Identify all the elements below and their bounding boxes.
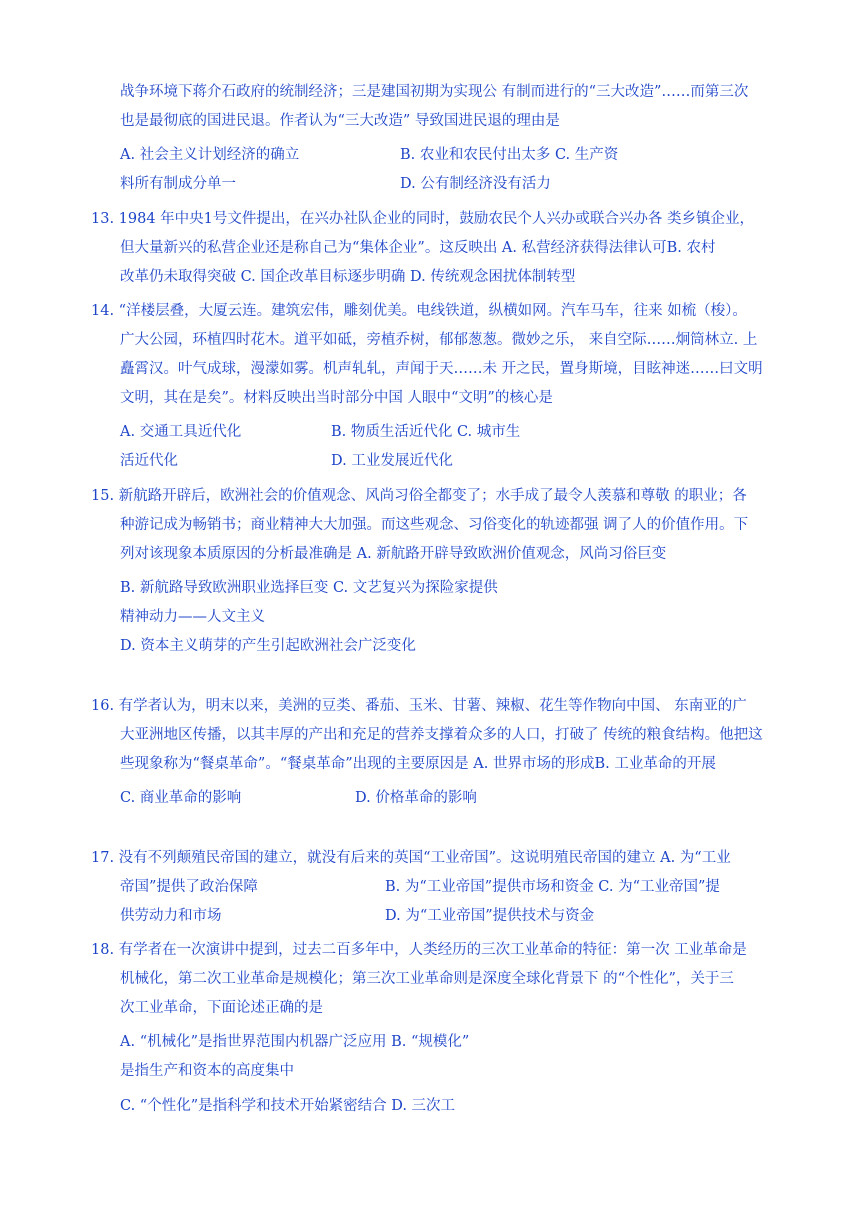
text-line: 改革仍未取得突破 C. 国企改革目标逐步明确 D. 传统观念困扰体制转型 — [120, 269, 576, 285]
option-b-c: B. 新航路导致欧洲职业选择巨变 C. 文艺复兴为探险家提供 — [120, 580, 498, 596]
text-line: 广大公园，环植四时花木。道平如砥，旁植乔树，郁郁葱葱。微妙之乐， 来自空际……炯筒林立. 上 — [120, 332, 758, 348]
option-b-c: B. 农业和农民付出太多 C. 生产资 — [400, 147, 619, 163]
text-line: 列对该现象本质原因的分析最准确是 A. 新航路开辟导致欧洲价值观念，风尚习俗巨变 — [120, 546, 667, 562]
text-line: 文明，其在是矣”。材料反映出当时部分中国 人眼中“文明”的核心是 — [120, 390, 553, 406]
text-line: 战争环境下蒋介石政府的统制经济；三是建国初期为实现公 有制而进行的“三大改造”……而第三次 — [120, 84, 749, 100]
option-d: D. 价格革命的影响 — [355, 790, 477, 806]
text-line: 也是最彻底的国进民退。作者认为“三大改造” 导致国进民退的理由是 — [120, 113, 560, 129]
option-d: D. 公有制经济没有活力 — [400, 176, 551, 192]
text-line: 种游记成为畅销书；商业精神大大加强。而这些观念、习俗变化的轨迹都强 调了人的价值作用。下 — [120, 517, 749, 533]
option-c: C. 商业革命的影响 — [120, 790, 242, 806]
option-d: D. 为“工业帝国”提供技术与资金 — [385, 908, 595, 924]
question-14: 14. “洋楼层叠，大厦云连。建筑宏伟，雕刻优美。电线铁道，纵横如网。汽车马车，往来 如梳（梭）。 — [91, 303, 747, 319]
option-b-c: B. 为“工业帝国”提供市场和资金 C. 为“工业帝国”提 — [385, 879, 720, 895]
option-c-d: C. “个性化”是指科学和技术开始紧密结合 D. 三次工 — [120, 1098, 456, 1114]
option-a-cont: 帝国”提供了政治保障 — [120, 879, 258, 895]
text-line: 矗霄汉。叶气成球，漫濛如雾。机声轧轧，声闻于天……未 开之民，置身斯境，目眩神迷……曰文明 — [120, 361, 763, 377]
option-c-cont: 供劳动力和市场 — [120, 908, 222, 924]
text-line: 机械化，第二次工业革命是规模化；第三次工业革命则是深度全球化背景下 的“个性化”，关于三 — [120, 971, 734, 987]
option-d: D. 工业发展近代化 — [331, 453, 453, 469]
question-16: 16. 有学者认为，明末以来，美洲的豆类、番茄、玉米、甘薯、辣椒、花生等作物向中国、 东南亚的广 — [91, 698, 747, 714]
text-line: 些现象称为“餐桌革命”。“餐桌革命”出现的主要原因是 A. 世界市场的形成B. 工业革命的开展 — [120, 756, 716, 772]
option-c-cont: 精神动力——人文主义 — [120, 609, 265, 625]
text-line: 次工业革命，下面论述正确的是 — [120, 1000, 323, 1016]
option-a: A. 交通工具近代化 — [120, 424, 242, 440]
option-c-cont: 料所有制成分单一 — [120, 176, 236, 192]
question-15: 15. 新航路开辟后，欧洲社会的价值观念、风尚习俗全都变了；水手成了最令人羡慕和尊敬 的职业；各 — [91, 488, 747, 504]
text-line: 大亚洲地区传播，以其丰厚的产出和充足的营养支撑着众多的人口，打破了 传统的粮食结构。他把这 — [120, 727, 763, 743]
option-a-b: A. “机械化”是指世界范围内机器广泛应用 B. “规模化” — [120, 1034, 470, 1050]
question-17: 17. 没有不列颠殖民帝国的建立，就没有后来的英国“工业帝国”。这说明殖民帝国的建立 A. 为“工业 — [91, 850, 731, 866]
text-line: 但大量新兴的私营企业还是称自己为“集体企业”。这反映出 A. 私营经济获得法律认可B. 农村 — [120, 240, 716, 256]
question-13: 13. 1984 年中央1号文件提出，在兴办社队企业的同时，鼓励农民个人兴办或联合兴办各 类乡镇企业， — [91, 211, 755, 227]
option-b-cont: 是指生产和资本的高度集中 — [120, 1063, 294, 1079]
option-a: A. 社会主义计划经济的确立 — [120, 147, 300, 163]
question-18: 18. 有学者在一次演讲中提到，过去二百多年中，人类经历的三次工业革命的特征：第一次 工业革命是 — [91, 942, 747, 958]
option-d: D. 资本主义萌芽的产生引起欧洲社会广泛变化 — [120, 638, 416, 654]
option-c-cont: 活近代化 — [120, 453, 178, 469]
option-b-c: B. 物质生活近代化 C. 城市生 — [331, 424, 521, 440]
